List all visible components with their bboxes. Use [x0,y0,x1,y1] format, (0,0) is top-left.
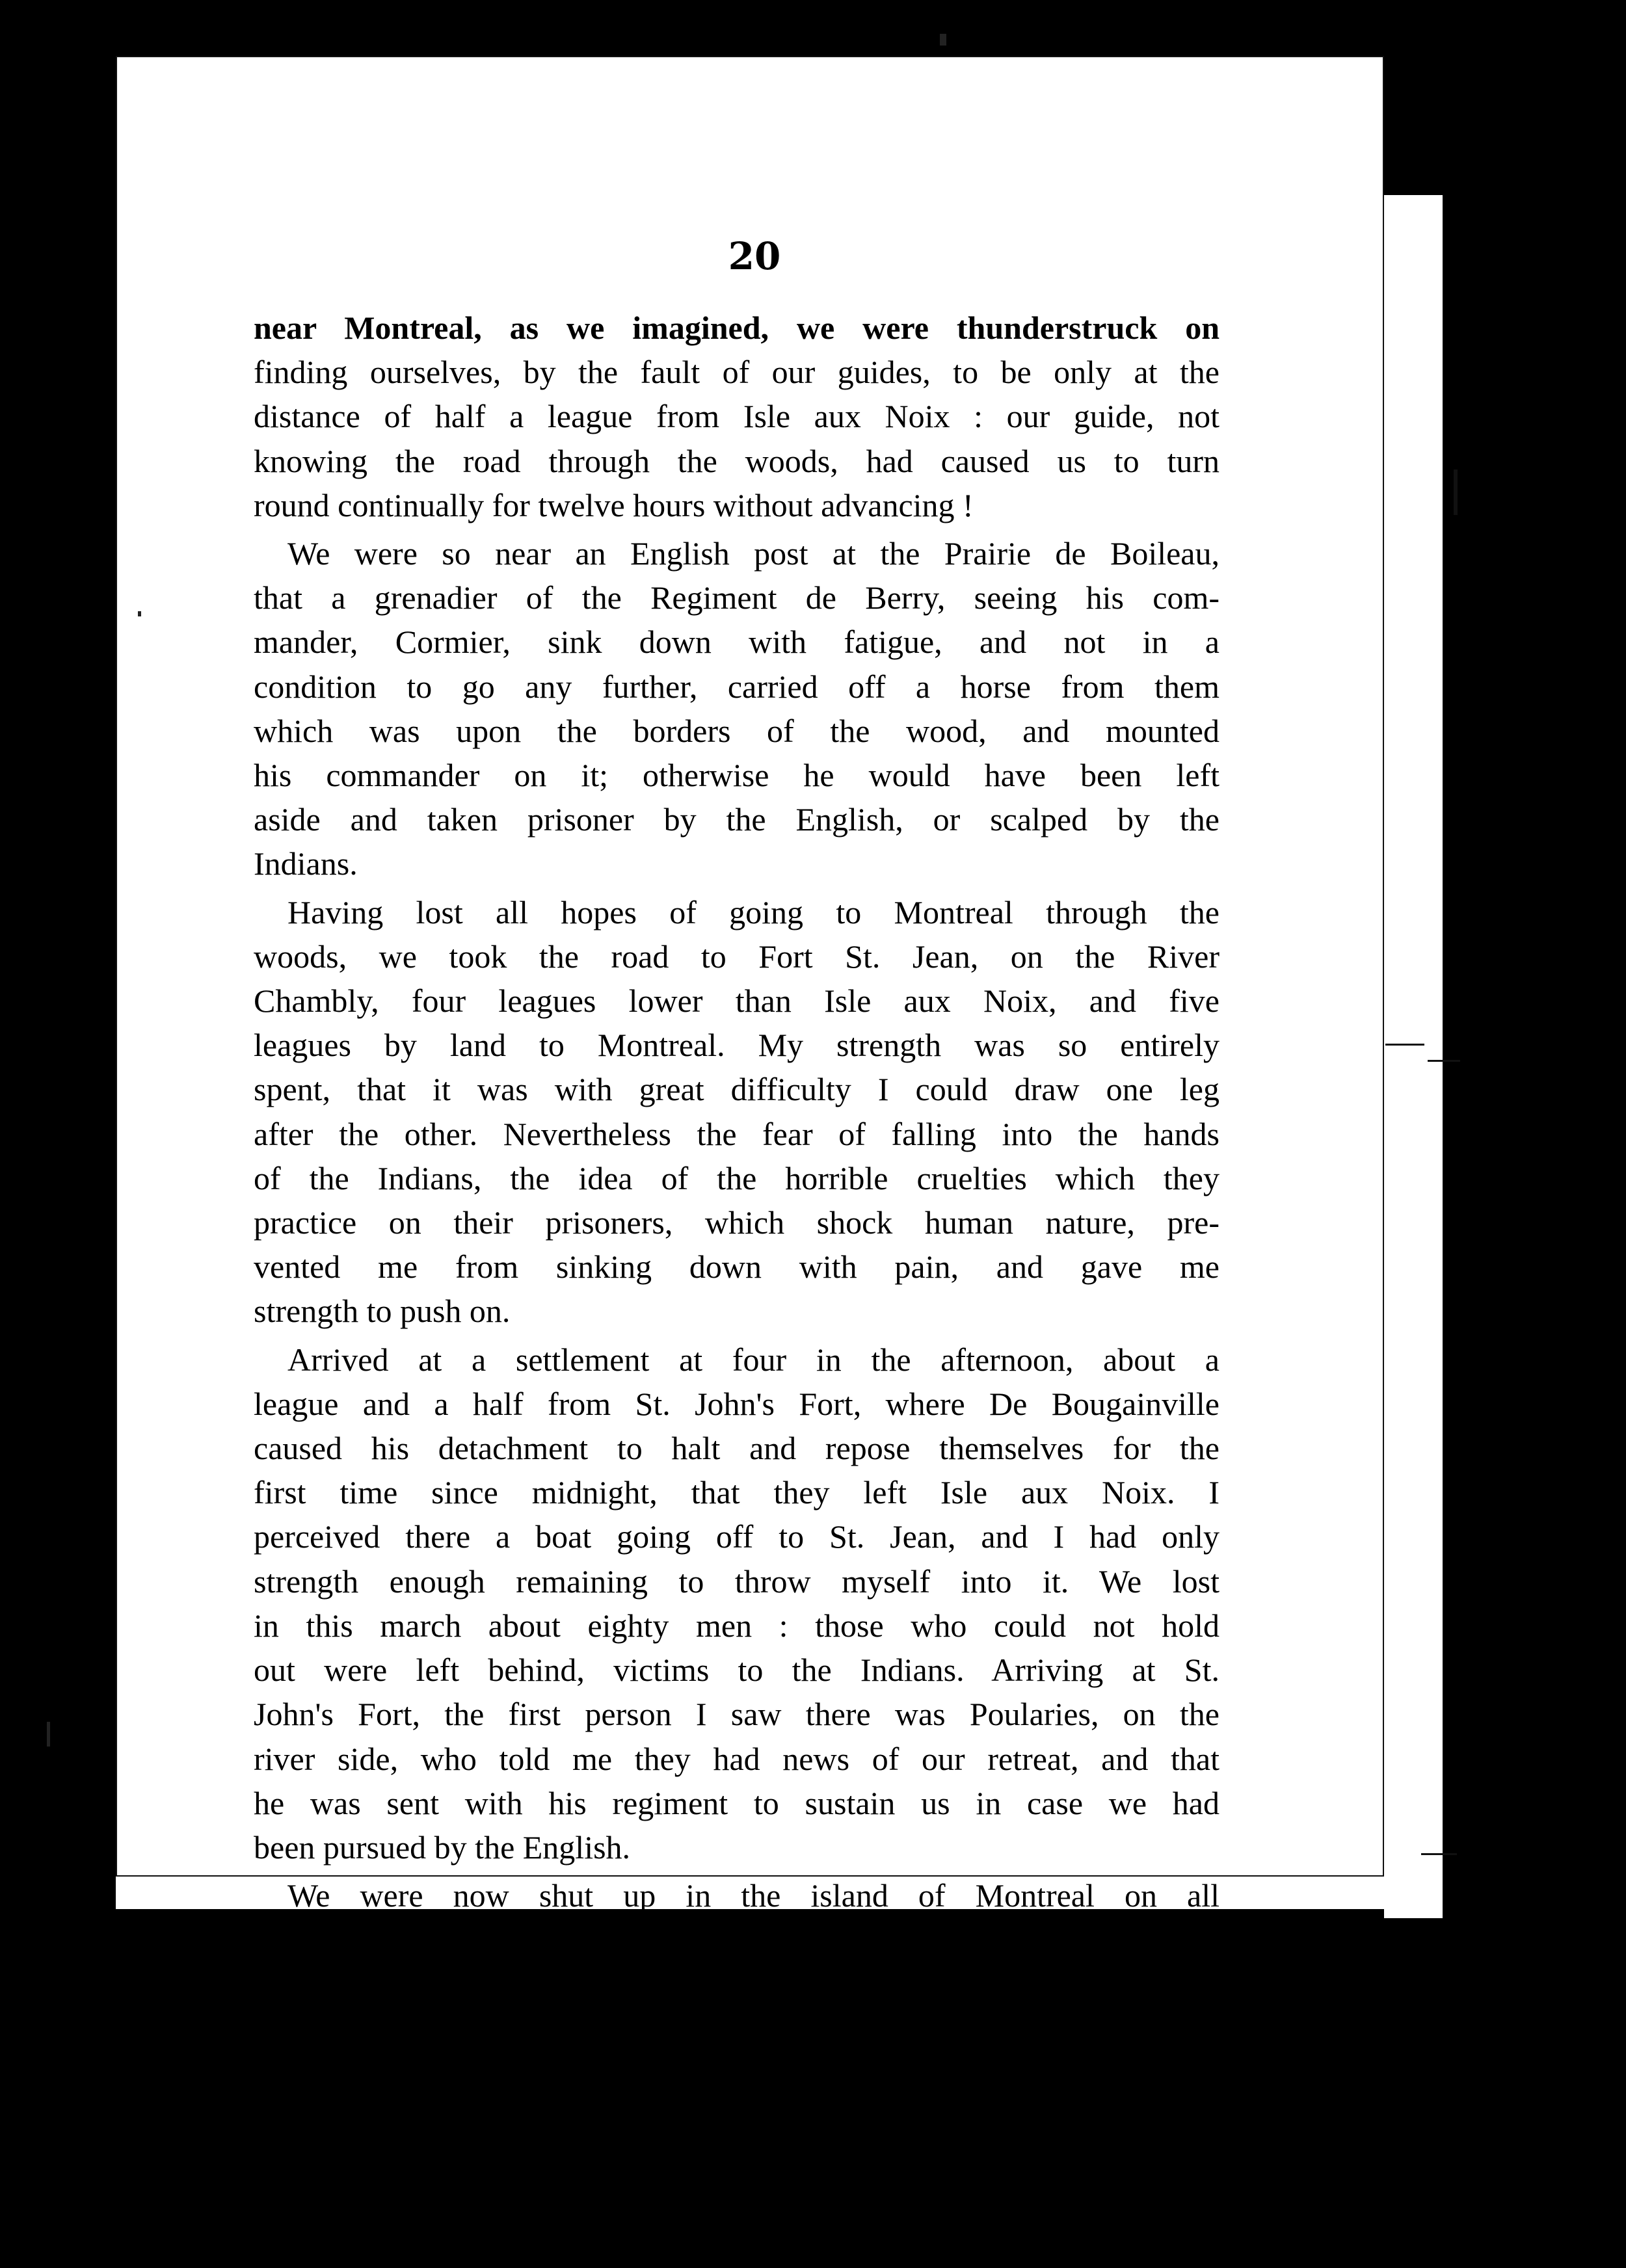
text-line: John's Fort, the first person I saw there was Poularies, on the [254,1696,1220,1733]
text-line: Arrived at a settlement at four in the afternoon, about a [287,1341,1220,1378]
text-line: perceived there a boat going off to St. Jean, and I had only [254,1518,1220,1555]
text-line: near Montreal, as we imagined, we were thunderstruck on [254,310,1220,346]
text-line: spent, that it was with great difficulty I could draw one leg [254,1071,1220,1108]
text-line: mander, Cormier, sink down with fatigue, and not in a [254,624,1220,661]
margin-mark [1421,1853,1457,1855]
text-line: knowing the road through the woods, had caused us to turn [254,442,1220,479]
margin-mark [1428,1060,1460,1062]
paragraph [254,1873,1220,1962]
text-line: first time since midnight, that they left Isle aux Noix. I [254,1474,1220,1511]
text-line: strength to push on. [254,1293,511,1330]
page-number: 20 [728,234,781,278]
text-line: he was sent with his regiment to sustain us in case we had [254,1784,1220,1821]
text-line: We were so near an English post at the Prairie de Boileau, [287,535,1220,572]
text-line: which was upon the borders of the wood, and mounted [254,712,1220,749]
body-text [254,306,1220,1962]
text-line: sides. The English were masters of the River Chambly by [254,1921,1003,1958]
margin-mark [1385,1044,1424,1046]
text-line: been pursued by the English. [254,1828,631,1866]
scan-speck [940,34,946,46]
text-line: after the other. Nevertheless the fear of falling into the hands [254,1115,1220,1152]
text-line: practice on their prisoners, which shock human nature, pre- [254,1204,1220,1241]
text-line: out were left behind, victims to the Indians. Arriving at St. [254,1652,1220,1689]
text-line: leagues by land to Montreal. My strength was so entirely [254,1027,1220,1064]
page-edge [1384,195,1443,1918]
text-line: vented me from sinking down with pain, and gave me [254,1248,1220,1286]
paragraph [254,306,1220,527]
text-line: that a grenadier of the Regiment de Berry, seeing his com- [254,579,1220,616]
text-line: condition to go any further, carried off a horse from them [254,668,1220,705]
text-line: in this march about eighty men : those who could not hold [254,1607,1220,1644]
paragraph [254,890,1220,1334]
text-line: strength enough remaining to throw myself into it. We lost [254,1563,1220,1600]
text-line: woods, we took the road to Fort St. Jean, on the River [254,938,1220,975]
text-line: caused his detachment to halt and repose themselves for the [254,1430,1220,1467]
text-line: We were now shut up in the island of Montreal on all [287,1877,1220,1914]
paragraph [254,531,1220,886]
text-line: Chambly, four leagues lower than Isle aux Noix, and five [254,982,1220,1020]
text-line: of the Indians, the idea of the horrible cruelties which they [254,1159,1220,1196]
text-line: Having lost all hopes of going to Montreal through the [287,893,1220,930]
text-line: distance of half a league from Isle aux Noix : our guide, not [254,398,1220,435]
text-line: round continually for twelve hours without advancing ! [254,486,974,523]
text-line: river side, who told me they had news of our retreat, and that [254,1740,1220,1777]
scan-speck [47,1722,50,1747]
margin-mark [1454,469,1458,515]
paragraph [254,1338,1220,1869]
text-line: finding ourselves, by the fault of our guides, to be only at the [254,354,1220,391]
text-line: his commander on it; otherwise he would have been left [254,757,1220,794]
text-line: aside and taken prisoner by the English, or scalped by the [254,801,1220,838]
scan-speck [138,611,141,616]
text-line: league and a half from St. John's Fort, where De Bougainville [254,1385,1220,1422]
text-line: Indians. [254,845,358,882]
